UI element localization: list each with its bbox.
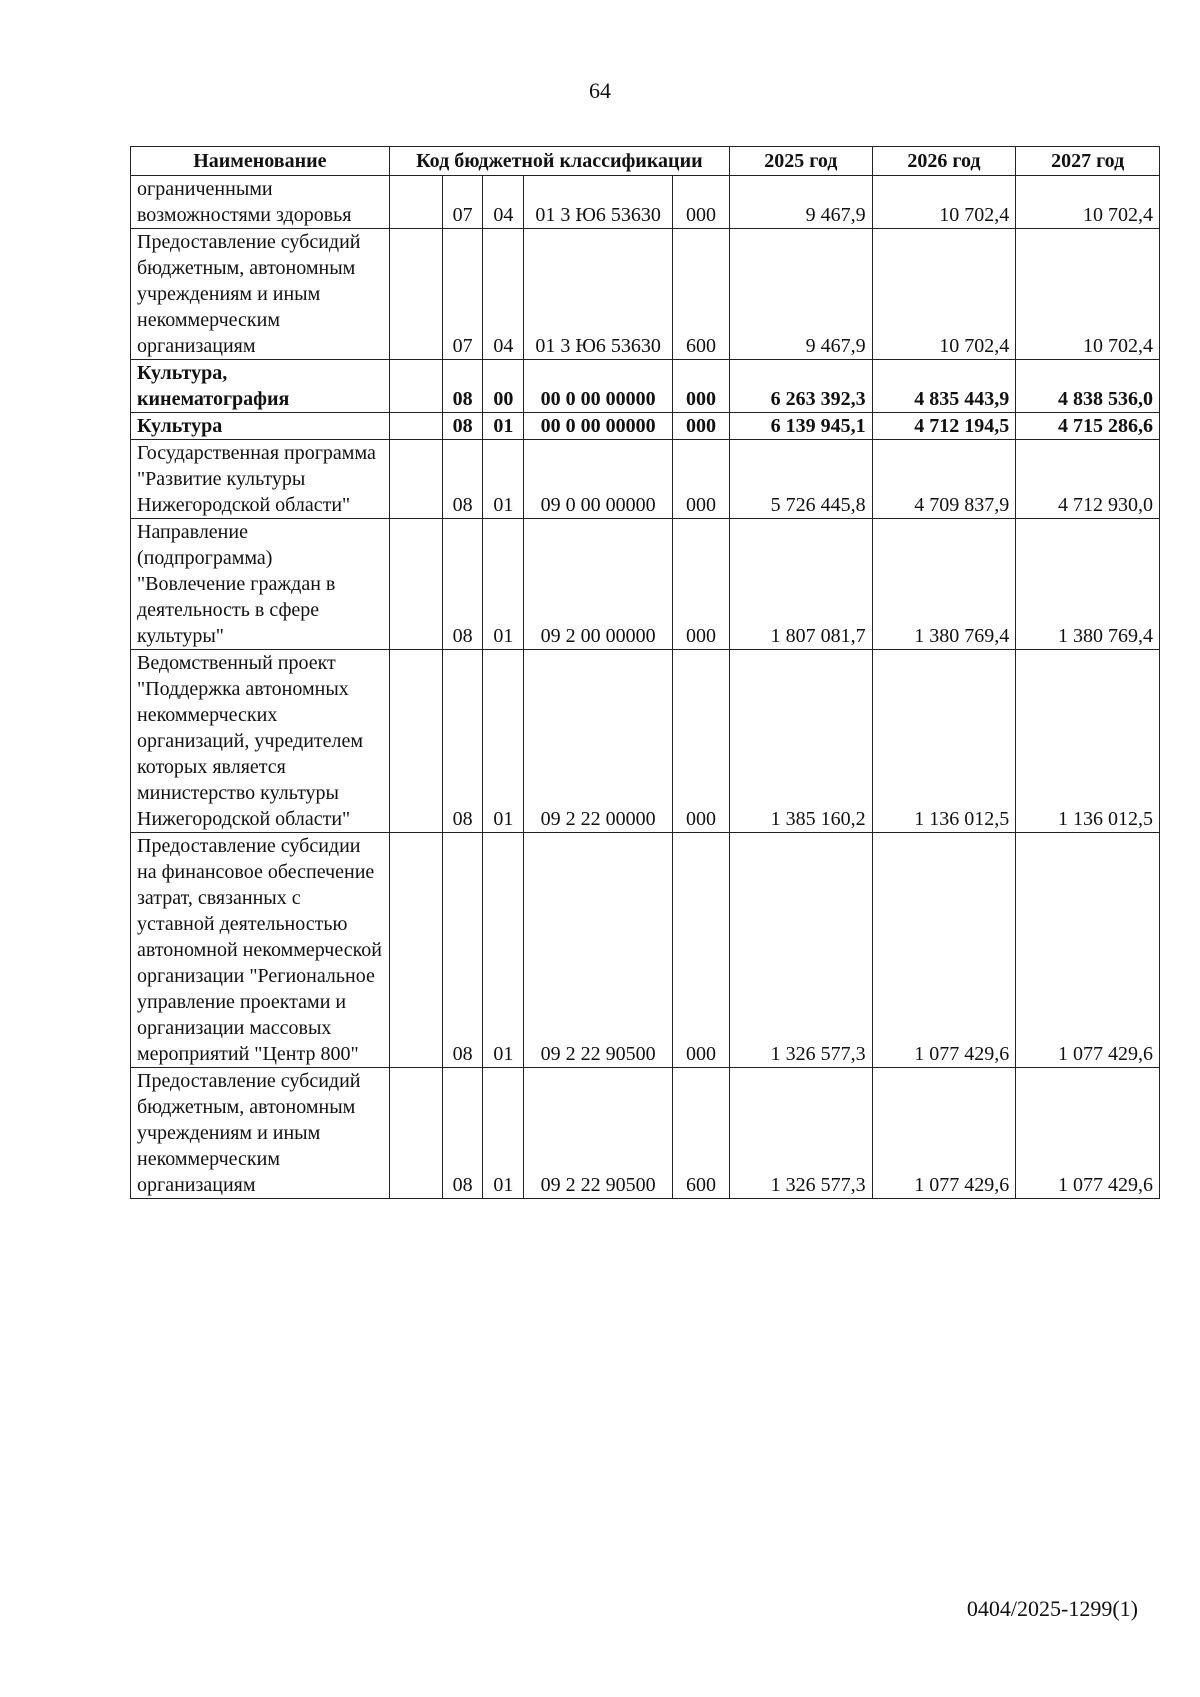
- row-2025: 1 326 577,3: [730, 833, 873, 1068]
- row-name: Предоставление субсидий бюджетным, автономным учреждениям и иным некоммерческим организациям: [131, 1068, 390, 1199]
- table-row: [131, 413, 1160, 440]
- row-rz: 08: [442, 440, 483, 519]
- row-pr: 01: [483, 413, 524, 440]
- table-row: [131, 360, 1160, 413]
- row-2026: 10 702,4: [872, 176, 1016, 229]
- row-ved: [389, 1068, 442, 1199]
- row-ved: [389, 519, 442, 650]
- row-2025: 9 467,9: [730, 229, 873, 360]
- row-ved: [389, 360, 442, 413]
- row-ved: [389, 229, 442, 360]
- row-pr: 01: [483, 650, 524, 833]
- row-name: Предоставление субсидий бюджетным, автономным учреждениям и иным некоммерческим организациям: [131, 229, 390, 360]
- row-csr: 00 0 00 00000: [524, 360, 673, 413]
- row-csr: 01 3 Ю6 53630: [524, 176, 673, 229]
- row-ved: [389, 176, 442, 229]
- row-csr: 09 2 22 90500: [524, 1068, 673, 1199]
- row-pr: 04: [483, 176, 524, 229]
- row-name: Предоставление субсидии на финансовое обеспечение затрат, связанных с уставной деятельностью автономной некоммерческой организации "Региональное управление проектами и организации массовых мероприятий "Центр 800": [131, 833, 390, 1068]
- row-name: Государственная программа "Развитие культуры Нижегородской области": [131, 440, 390, 519]
- row-ved: [389, 833, 442, 1068]
- row-vr: 000: [672, 833, 729, 1068]
- table-row: [131, 833, 1160, 1068]
- row-2027: 4 712 930,0: [1016, 440, 1160, 519]
- row-rz: 08: [442, 413, 483, 440]
- row-rz: 08: [442, 833, 483, 1068]
- row-name: ограниченными возможностями здоровья: [131, 176, 390, 229]
- row-2027: 4 715 286,6: [1016, 413, 1160, 440]
- row-csr: 09 0 00 00000: [524, 440, 673, 519]
- table-row: [131, 229, 1160, 360]
- row-pr: 04: [483, 229, 524, 360]
- document-code: 0404/2025-1299(1): [966, 1596, 1138, 1621]
- row-2027: 1 077 429,6: [1016, 833, 1160, 1068]
- table-row: [131, 176, 1160, 229]
- page-number: 64: [589, 78, 611, 103]
- row-2026: 4 712 194,5: [872, 413, 1016, 440]
- row-2025: 6 263 392,3: [730, 360, 873, 413]
- row-vr: 000: [672, 176, 729, 229]
- header-2027: 2027 год: [1016, 147, 1160, 176]
- row-2027: 4 838 536,0: [1016, 360, 1160, 413]
- row-2026: 1 380 769,4: [872, 519, 1016, 650]
- row-2026: 4 709 837,9: [872, 440, 1016, 519]
- row-vr: 600: [672, 1068, 729, 1199]
- row-2025: 1 807 081,7: [730, 519, 873, 650]
- table-row: [131, 650, 1160, 833]
- table-row: [131, 440, 1160, 519]
- row-ved: [389, 440, 442, 519]
- row-ved: [389, 413, 442, 440]
- row-2025: 9 467,9: [730, 176, 873, 229]
- row-rz: 08: [442, 519, 483, 650]
- row-pr: 01: [483, 519, 524, 650]
- row-vr: 000: [672, 519, 729, 650]
- header-2026: 2026 год: [872, 147, 1016, 176]
- row-rz: 08: [442, 1068, 483, 1199]
- row-name: Направление (подпрограмма) "Вовлечение граждан в деятельность в сфере культуры": [131, 519, 390, 650]
- row-2027: 10 702,4: [1016, 229, 1160, 360]
- row-2025: 1 385 160,2: [730, 650, 873, 833]
- header-2025: 2025 год: [730, 147, 873, 176]
- header-name: Наименование: [131, 147, 390, 176]
- budget-table: [130, 146, 1160, 1199]
- row-pr: 00: [483, 360, 524, 413]
- row-2027: 1 380 769,4: [1016, 519, 1160, 650]
- row-name: Ведомственный проект "Поддержка автономных некоммерческих организаций, учредителем которых является министерство культуры Нижегородской области": [131, 650, 390, 833]
- row-2026: 1 077 429,6: [872, 1068, 1016, 1199]
- row-2027: 1 136 012,5: [1016, 650, 1160, 833]
- row-pr: 01: [483, 833, 524, 1068]
- row-vr: 000: [672, 650, 729, 833]
- table-row: [131, 1068, 1160, 1199]
- row-rz: 07: [442, 229, 483, 360]
- row-2025: 1 326 577,3: [730, 1068, 873, 1199]
- row-pr: 01: [483, 1068, 524, 1199]
- row-2026: 4 835 443,9: [872, 360, 1016, 413]
- row-vr: 000: [672, 360, 729, 413]
- row-2026: 1 077 429,6: [872, 833, 1016, 1068]
- row-2025: 6 139 945,1: [730, 413, 873, 440]
- header-code: Код бюджетной классификации: [389, 147, 729, 176]
- row-rz: 07: [442, 176, 483, 229]
- row-2026: 1 136 012,5: [872, 650, 1016, 833]
- table-header-row: [131, 147, 1160, 176]
- table-row: [131, 519, 1160, 650]
- row-ved: [389, 650, 442, 833]
- row-2027: 1 077 429,6: [1016, 1068, 1160, 1199]
- row-csr: 09 2 00 00000: [524, 519, 673, 650]
- row-vr: 000: [672, 440, 729, 519]
- row-pr: 01: [483, 440, 524, 519]
- row-name: Культура: [131, 413, 390, 440]
- row-csr: 00 0 00 00000: [524, 413, 673, 440]
- row-vr: 000: [672, 413, 729, 440]
- row-csr: 09 2 22 00000: [524, 650, 673, 833]
- row-csr: 09 2 22 90500: [524, 833, 673, 1068]
- row-vr: 600: [672, 229, 729, 360]
- row-2026: 10 702,4: [872, 229, 1016, 360]
- row-rz: 08: [442, 650, 483, 833]
- row-csr: 01 3 Ю6 53630: [524, 229, 673, 360]
- row-2025: 5 726 445,8: [730, 440, 873, 519]
- row-2027: 10 702,4: [1016, 176, 1160, 229]
- row-name: Культура, кинематография: [131, 360, 390, 413]
- row-rz: 08: [442, 360, 483, 413]
